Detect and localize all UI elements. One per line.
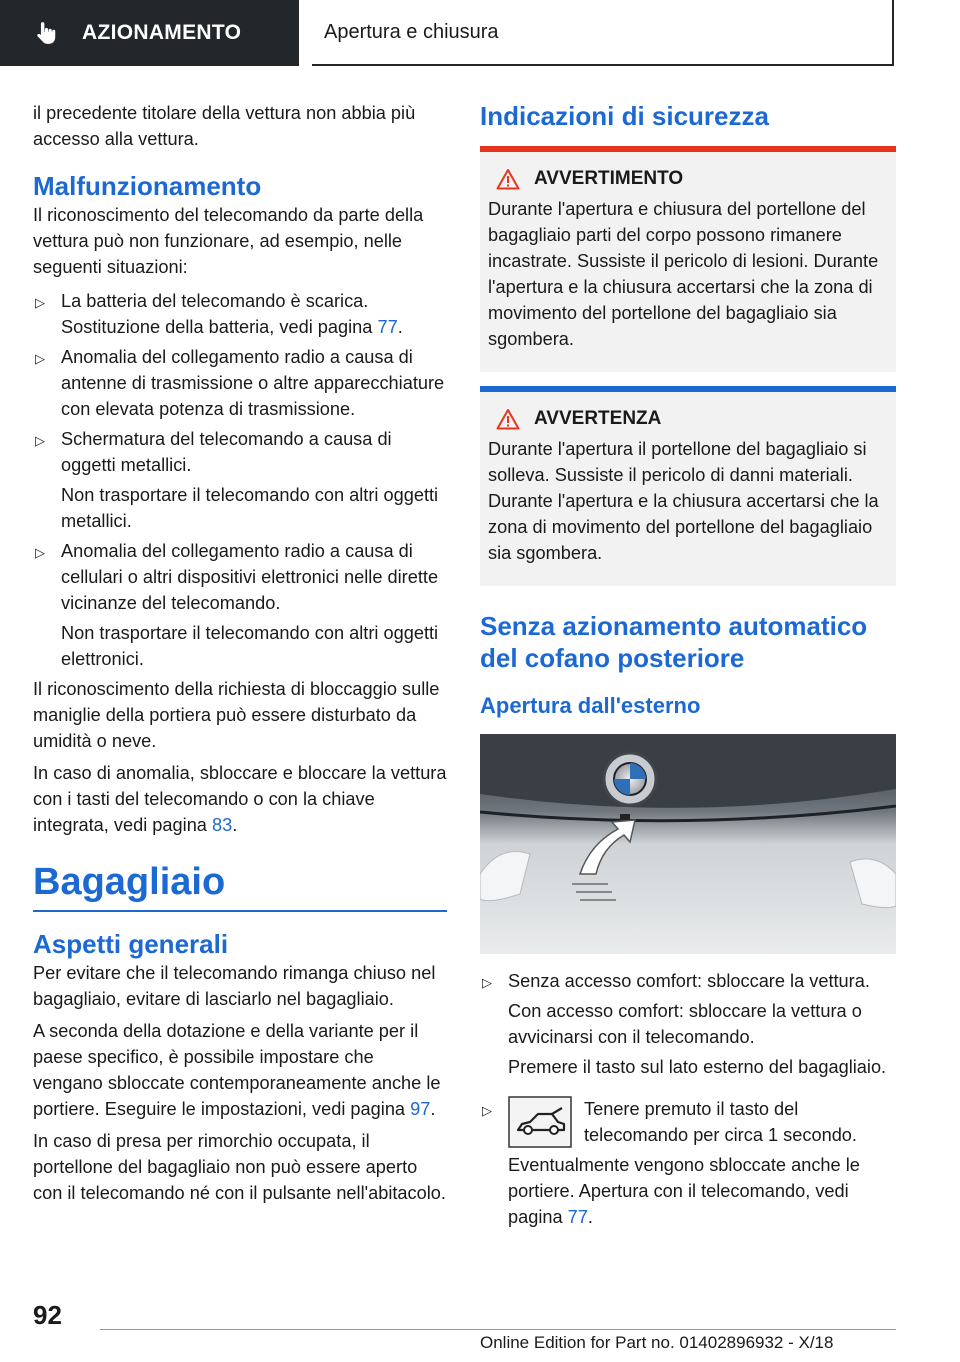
hand-pointer-icon (34, 20, 60, 46)
edition-text: Online Edition for Part no. 01402896932 - X/18 (480, 1333, 834, 1352)
footer-rule (100, 1329, 896, 1330)
section-label: Apertura e chiusura (324, 20, 499, 43)
triangle-bullet-icon: ▷ (35, 545, 45, 560)
chapter-tab (0, 0, 299, 66)
chapter-label: AZIONAMENTO (82, 21, 242, 44)
page-link[interactable]: 97 (410, 1099, 431, 1119)
general-text-1: Per evitare che il telecomando rimanga chiuso nel bagagliaio, evitare di lasciarlo nel bagagliaio. (33, 963, 436, 1009)
caution-label: AVVERTENZA (534, 408, 662, 429)
warning-label: AVVERTIMENTO (534, 168, 684, 189)
warning-triangle-icon (496, 168, 520, 190)
right-column (480, 100, 896, 1234)
opening-steps (480, 968, 896, 1230)
list-item: ▷ Schermatura del telecomando a causa di oggetti metallici. Non trasportare il telecomando con altri oggetti metallici. (35, 429, 439, 531)
safety-heading: Indicazioni di sicurezza (480, 101, 769, 131)
list-item: ▷ Anomalia del collegamento radio a causa di antenne di trasmissione o altre apparecchiature con elevata potenza di trasmissione. (35, 347, 445, 419)
page-link[interactable]: 83 (211, 815, 233, 835)
list-item: ▷ Tenere premuto il tasto del telecomando per circa 1 secondo. Eventualmente vengono sbloccate anche le portiere. Apertura con il telecomando, vedi pagina 77. (480, 1096, 896, 1230)
malfunction-text: Il riconoscimento del telecomando da parte della vettura può non funzionare, ad esempio, nelle seguenti situazioni: (33, 205, 424, 277)
page-number: 92 (33, 1300, 62, 1330)
warning-text: Durante l'apertura e chiusura del portellone del bagagliaio parti del corpo possono rimanere incastrate. Sussiste il pericolo di lesioni. Durante l'apertura e la chiusura accertarsi che la zona di movimento del portellone del bagagliaio sia sgombera. (488, 199, 879, 349)
car-trunk-icon (508, 1096, 572, 1148)
page-link[interactable]: 77 (377, 317, 398, 337)
list-item: ▷ La batteria del telecomando è scarica. Sostituzione della batteria, vedi pagina 77. (35, 291, 403, 337)
section-tab (312, 0, 894, 66)
warning-triangle-icon (496, 408, 520, 430)
general-text-2: A seconda della dotazione e della variante per il paese specifico, è possibile impostare che vengano sbloccate contemporaneamente anche le portiere. Eseguire le impostazioni, vedi pagina 97. (33, 1021, 441, 1119)
malfunction-heading: Malfunzionamento (33, 171, 262, 201)
intro-text: il precedente titolare della vettura non abbia più accesso alla vettura. (33, 103, 416, 149)
triangle-bullet-icon: ▷ (35, 295, 45, 310)
triangle-bullet-icon: ▷ (35, 351, 45, 366)
triangle-bullet-icon: ▷ (35, 433, 45, 448)
heading-rule (33, 910, 447, 912)
general-heading: Aspetti generali (33, 929, 229, 959)
general-text-3: In caso di presa per rimorchio occupata, il portellone del bagagliaio non può essere aperto con il telecomando né con il pulsante nell'abitacolo. (33, 1131, 446, 1203)
triangle-bullet-icon: ▷ (482, 1103, 492, 1118)
list-item: ▷ Anomalia del collegamento radio a causa di cellulari o altri dispositivi elettronici nelle dirette vicinanze del telecomando. Non trasportare il telecomando con altri oggetti elettronici. (35, 541, 439, 669)
caution-box (480, 392, 896, 586)
trunk-button-photo (480, 734, 896, 954)
chapter-heading-bagagliaio: Bagagliaio (33, 861, 226, 903)
open-outside-heading: Apertura dall'esterno (480, 693, 701, 718)
no-auto-heading: Senza azionamento automatico del cofano posteriore (480, 611, 868, 673)
anomaly-text: In caso di anomalia, sbloccare e bloccare la vettura con i tasti del telecomando o con la chiave integrata, vedi pagina 83. (33, 763, 447, 835)
triangle-bullet-icon: ▷ (482, 975, 492, 990)
malfunction-list (33, 288, 447, 672)
handle-text: Il riconoscimento della richiesta di bloccaggio sulle maniglie della portiera può essere disturbato da umidità o neve. (33, 679, 440, 751)
list-item: ▷ Senza accesso comfort: sbloccare la vettura. Con accesso comfort: sbloccare la vettura o avvicinarsi con il telecomando. Premere il tasto sul lato esterno del bagagliaio. (482, 971, 887, 1077)
page-link[interactable]: 77 (567, 1207, 588, 1227)
left-column (33, 100, 447, 1212)
warning-box (480, 152, 896, 372)
caution-text: Durante l'apertura il portellone del bagagliaio si solleva. Sussiste il pericolo di danni materiali. Durante l'apertura e la chiusura accertarsi che la zona di movimento del portellone del bagagliaio sia sgombera. (488, 439, 879, 563)
